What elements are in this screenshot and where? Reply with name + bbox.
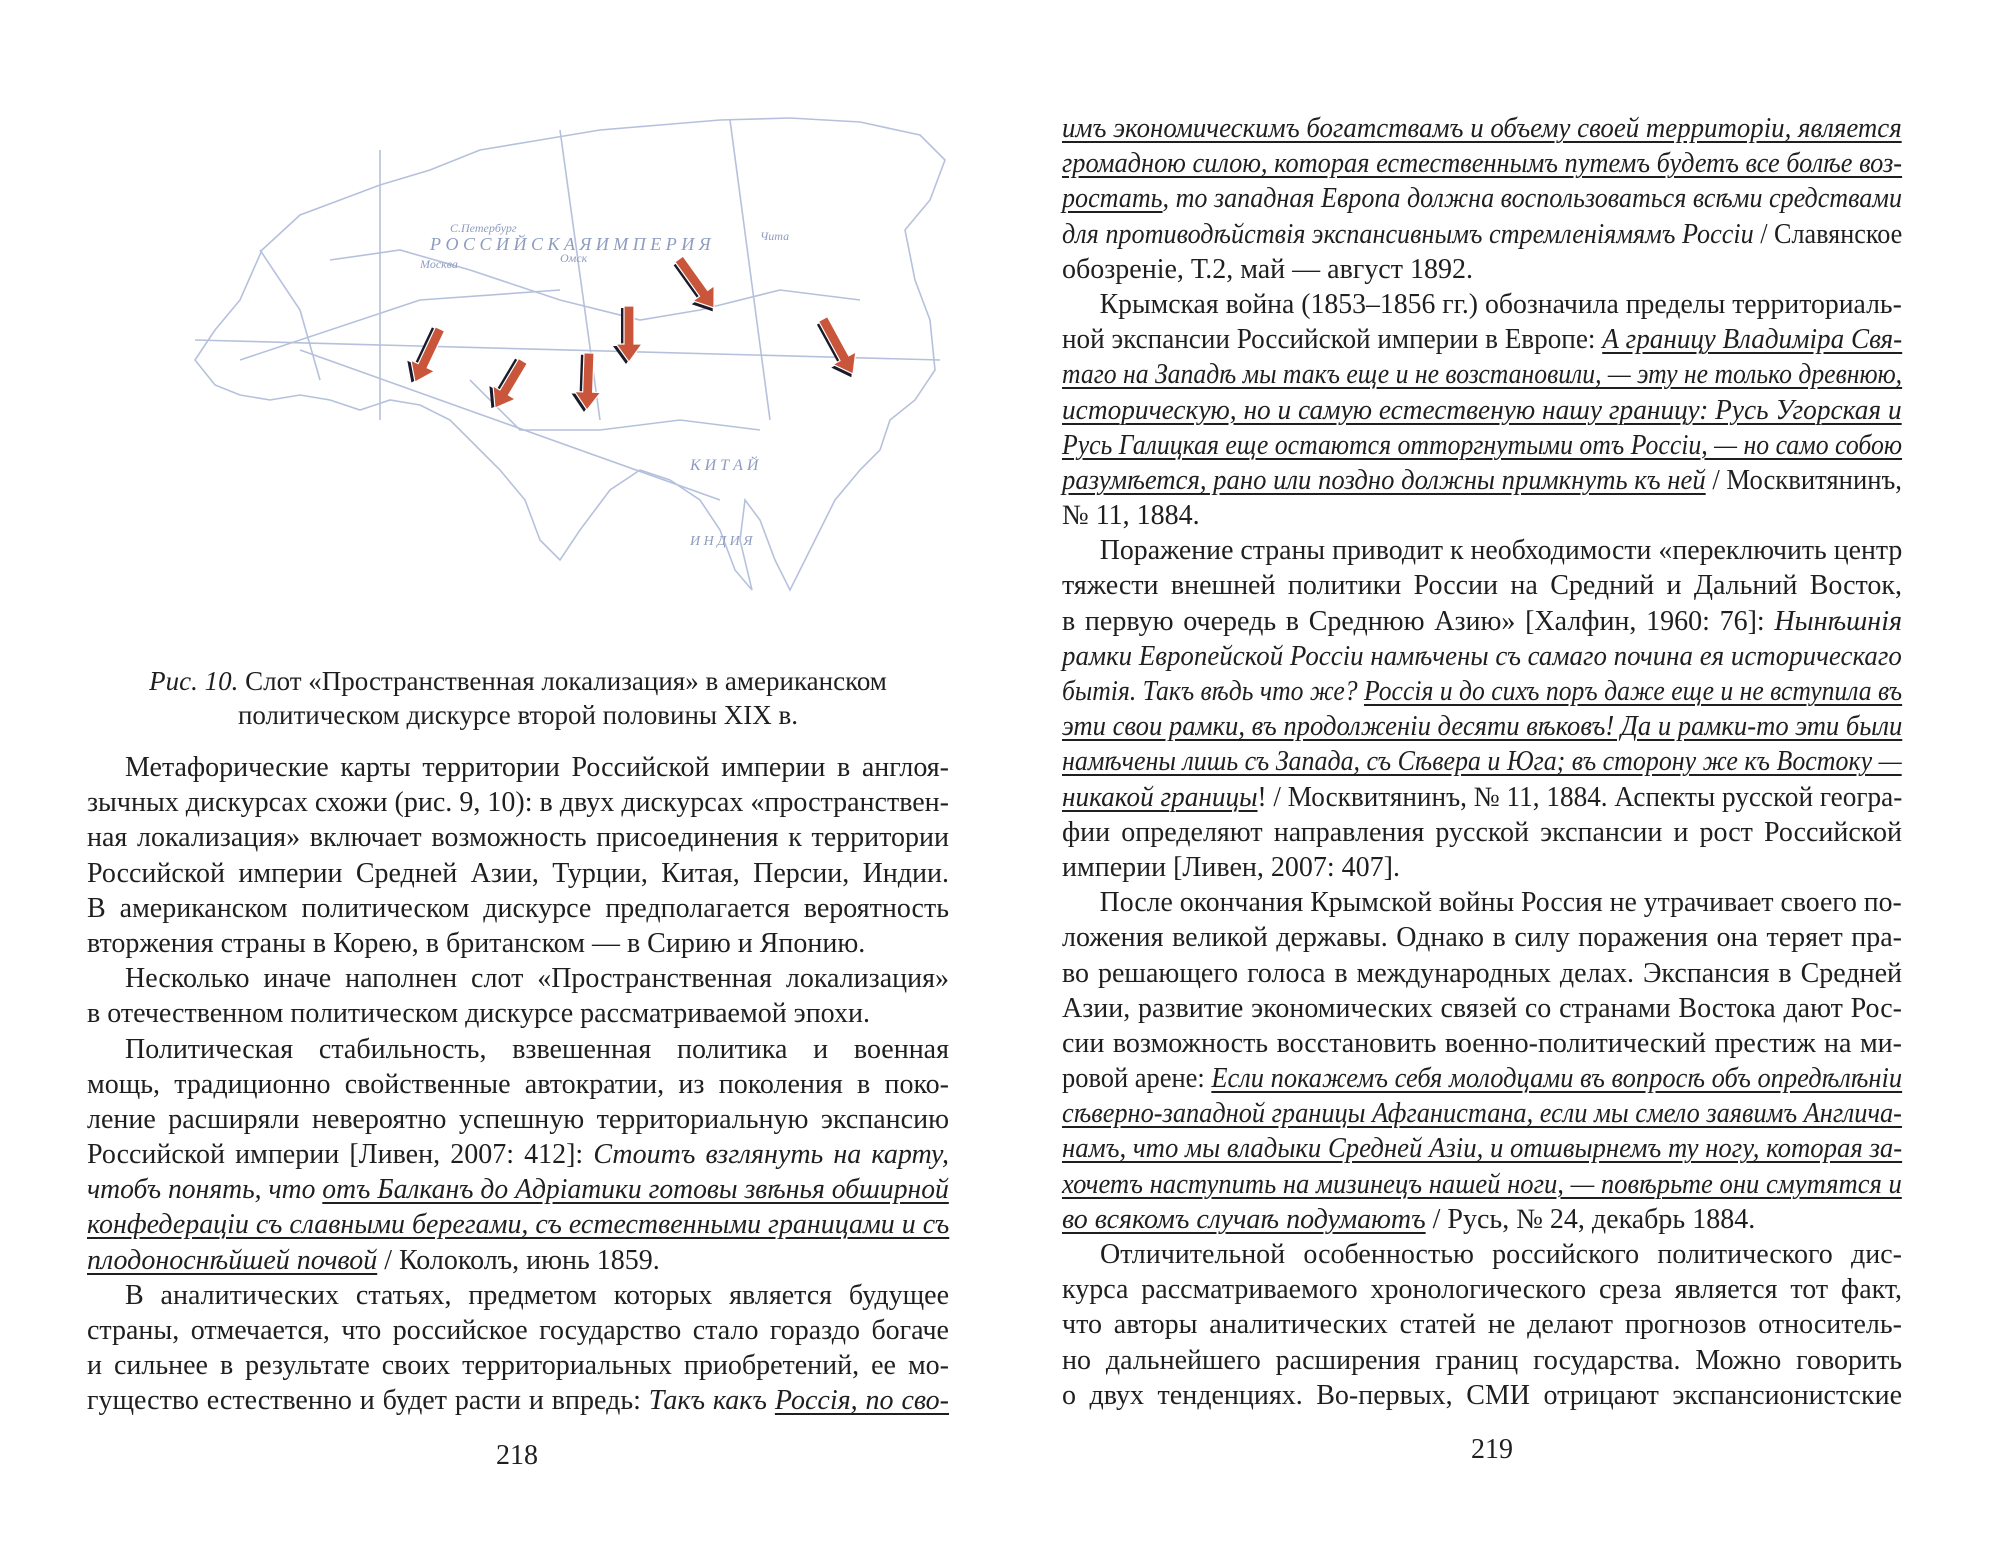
text-run: политическом дискурсе второй половины XIX в.: [237, 700, 799, 730]
text-run: и сильнее в результате своих территориальных приобретений, ее мо-: [87, 1350, 949, 1382]
text-run: / Москвитянинъ,: [1705, 464, 1902, 496]
map-label: Р О С С И Й С К А Я И М П Е Р И Я: [430, 234, 711, 254]
map-label: И Н Д И Я: [690, 534, 753, 549]
text-line: [87, 1348, 949, 1383]
text-run: Крымская война (1853–1856 гг.) обозначила пределы территориаль-: [1099, 288, 1902, 320]
text-run: ной экспансии Российской империи в Европе:: [1062, 324, 1603, 356]
text-run: фии определяют направления русской экспансии и рост Российской: [1062, 816, 1902, 848]
italic-quote: рамки Европейской Россіи намѣчены съ самаго почина ея историческаго: [1062, 640, 1902, 672]
figure-map-eurasia: [180, 105, 960, 605]
text-run: Поражение страны приводит к необходимости «переключить центр: [1099, 535, 1903, 567]
map-label: Москва: [420, 257, 458, 271]
text-run: курса рассматриваемого хронологического среза является тот факт,: [1062, 1274, 1902, 1306]
text-line: [1062, 1237, 1902, 1272]
text-run: / Славянское: [1753, 218, 1903, 250]
paragraph: [87, 961, 949, 1031]
text-run: ление расширяли невероятно успешную территориальную экспансию: [87, 1103, 949, 1135]
text-line: [87, 926, 949, 961]
text-run: После окончания Крымской войны Россия не утрачивает своего по-: [1099, 887, 1902, 919]
text-run: империи [Ливен, 2007: 407].: [1062, 851, 1400, 883]
text-run: Российской империи Средней Азии, Турции, Китая, Персии, Индии.: [87, 857, 949, 889]
map-gridline: [730, 120, 770, 420]
italic-quote: Такъ какъ: [648, 1385, 775, 1417]
text-run: тяжести внешней политики России на Средний и Дальний Восток,: [1062, 570, 1902, 602]
right-page-body: [1062, 111, 1902, 1413]
underlined-quote: ростать: [1062, 183, 1163, 215]
underlined-quote: конфедераціи съ славными берегами, съ естественными границами и съ: [87, 1209, 950, 1241]
text-line: [1062, 568, 1902, 603]
caption-line: [87, 664, 949, 698]
text-line: [1062, 709, 1903, 744]
underlined-quote: хочетъ наступить на мизинецъ нашей ноги, — повѣрьте они смутятся и: [1062, 1168, 1902, 1200]
italic-quote: , то западная Европа должна воспользоваться всѣми средствами: [1162, 183, 1902, 215]
text-line: [87, 1313, 949, 1348]
underlined-quote: громадною силою, которая естественнымъ путемъ будетъ все болѣе воз-: [1062, 148, 1903, 180]
text-line: [1062, 1378, 1902, 1413]
paragraph: [1062, 111, 1902, 287]
text-line: [1062, 393, 1902, 428]
text-line: [87, 1278, 949, 1313]
text-line: [1062, 1131, 1903, 1166]
underlined-quote: разумѣется, рано или поздно должны примкнуть къ ней: [1062, 464, 1706, 496]
italic-quote: Стоитъ взглянуть на карту,: [593, 1139, 950, 1171]
text-run: во решающего голоса в международных делах. Экспансия в Средней: [1062, 957, 1902, 989]
left-page-body: [87, 750, 949, 1419]
page-number: 219: [1471, 1434, 1513, 1465]
text-line: [1062, 1307, 1902, 1342]
text-line: [1062, 674, 1903, 709]
underlined-quote: отъ Балканъ до Адріатики готовы звѣнья обширной: [322, 1174, 949, 1206]
text-run: № 11, 1884.: [1062, 500, 1200, 532]
text-run: обозреніе, Т.2, май — август 1892.: [1062, 253, 1473, 285]
map-label: Чита: [760, 229, 790, 243]
text-line: [1062, 111, 1902, 146]
map-gridline: [560, 130, 600, 420]
text-line: [87, 1032, 949, 1067]
text-line: [1062, 1061, 1903, 1096]
text-line: [1062, 956, 1902, 991]
caption-line: [87, 698, 949, 732]
text-line: [1062, 885, 1902, 920]
text-line: [1062, 533, 1903, 568]
map-coastline: [195, 118, 945, 590]
text-line: [87, 1137, 949, 1172]
text-line: [87, 750, 949, 785]
text-line: [87, 820, 949, 855]
text-run: что авторы аналитических статей не делают прогнозов относитель-: [1062, 1309, 1902, 1341]
paragraph: [1062, 287, 1902, 533]
underlined-quote: таго на Западѣ мы такъ еще и не возстановили, — эту не только древнюю,: [1062, 359, 1903, 391]
expansion-arrow-icon: [480, 353, 534, 417]
text-run: В аналитических статьях, предметом которых является будущее: [125, 1279, 949, 1311]
text-run: Отличительной особенностью российского политического дис-: [1100, 1239, 1902, 1270]
text-line: [1062, 1096, 1902, 1131]
underlined-quote: Россія, по сво-: [774, 1385, 950, 1417]
paragraph: [1062, 1237, 1902, 1413]
map-label: С.Петербург: [450, 221, 517, 235]
text-line: [1062, 1343, 1902, 1378]
map-border: [260, 250, 320, 380]
paragraph: [87, 1278, 949, 1419]
text-line: [87, 1243, 949, 1278]
text-line: [87, 1383, 949, 1418]
text-line: [1062, 744, 1902, 779]
text-run: ровой арене:: [1062, 1063, 1212, 1095]
text-line: [87, 961, 949, 996]
underlined-quote: сѣверно-западной границы Афганистана, если мы смело заявимъ Англича-: [1062, 1098, 1902, 1130]
text-line: [1062, 991, 1902, 1026]
text-line: [1062, 780, 1903, 815]
paragraph: [87, 1032, 949, 1278]
text-line: [87, 856, 949, 891]
text-line: [1062, 428, 1903, 463]
text-run: зычных дискурсах схожи (рис. 9, 10): в двух дискурсах «пространствен-: [87, 787, 949, 819]
text-run: В американском политическом дискурсе предполагается вероятность: [87, 892, 949, 924]
text-run: но дальнейшего расширения границ государства. Можно говорить: [1062, 1344, 1902, 1376]
text-line: [1062, 498, 1902, 533]
underlined-quote: Русь Галицкая еще остаются отторгнутыми отъ Россіи, — но само собою: [1062, 429, 1903, 461]
underlined-quote: намѣчены лишь съ Запада, съ Сѣвера и Юга; въ сторону же къ Востоку —: [1062, 746, 1902, 778]
text-run: / Русь, № 24, декабрь 1884.: [1425, 1203, 1756, 1235]
underlined-quote: плодоноснѣйшей почвой: [87, 1244, 378, 1276]
underlined-quote: намъ, что мы владыки Средней Азіи, и отшвырнемъ ту ногу, которая за-: [1062, 1133, 1903, 1165]
text-line: [1062, 639, 1902, 674]
text-run: сии возможность восстановить военно-политический престиж на ми-: [1062, 1027, 1902, 1059]
text-line: [1062, 463, 1902, 498]
italic-quote: чтобъ понять, что: [87, 1174, 323, 1206]
italic-quote: бытія. Такъ вѣдь что же?: [1062, 676, 1364, 707]
text-line: [87, 996, 949, 1031]
text-run: мощь, традиционно свойственные автократии, из поколения в поко-: [87, 1068, 949, 1100]
text-line: [87, 1067, 949, 1102]
text-line: [1062, 815, 1902, 850]
underlined-quote: Россія и до сихъ поръ даже еще и не вступила въ: [1363, 676, 1903, 707]
right-page: [1000, 0, 2000, 1545]
text-run: Российской империи [Ливен, 2007: 412]:: [87, 1139, 594, 1171]
italic-quote: Нынѣшнія: [1774, 605, 1902, 637]
text-line: [87, 785, 949, 820]
text-line: [1062, 1026, 1902, 1061]
paragraph: [1062, 533, 1902, 885]
map-label: К И Т А Й: [690, 457, 759, 474]
text-line: [1062, 1202, 1902, 1237]
italic-quote: для противодѣйствія экспансивнымъ стремленіямямъ Россіи: [1062, 218, 1754, 250]
figure-caption: [87, 664, 949, 732]
underlined-quote: никакой границы: [1062, 781, 1258, 813]
text-line: [1062, 287, 1902, 322]
text-run: гущество естественно и будет расти и впредь:: [87, 1385, 649, 1417]
text-run: Несколько иначе наполнен слот «Пространственная локализация»: [125, 963, 949, 995]
text-run: в первую очередь в Среднюю Азию» [Халфин, 1960: 76]:: [1062, 605, 1775, 637]
text-line: [1062, 322, 1903, 357]
text-line: [87, 891, 949, 926]
text-line: [1062, 181, 1902, 216]
text-line: [1062, 850, 1902, 885]
text-line: [1062, 217, 1903, 252]
expansion-arrow-icon: [666, 251, 726, 318]
expansion-arrow-icon: [809, 313, 865, 384]
text-run: Политическая стабильность, взвешенная политика и военная: [125, 1033, 949, 1065]
text-line: [1062, 357, 1903, 392]
text-line: [1062, 920, 1902, 955]
underlined-quote: историческую, но и самую естественую нашу границу: Русь Угорская и: [1062, 394, 1902, 426]
text-line: [87, 1172, 949, 1207]
paragraph: [87, 750, 949, 961]
text-line: [1062, 146, 1903, 181]
text-line: [87, 1207, 950, 1242]
text-line: [1062, 1272, 1902, 1307]
text-run: Азии, развитие экономических связей со странами Востока дают Рос-: [1062, 992, 1902, 1024]
map-gridline: [240, 290, 560, 360]
paragraph: [1062, 885, 1902, 1237]
underlined-quote: Если покажемъ себя молодцами въ вопросѣ объ опредѣлѣніи: [1211, 1063, 1903, 1095]
text-run: вторжения страны в Корею, в британском — в Сирию и Японию.: [87, 927, 866, 959]
text-run: Слот «Пространственная локализация» в американском: [238, 666, 887, 696]
text-line: [1062, 604, 1902, 639]
text-line: [1062, 1167, 1902, 1202]
text-run: / Колоколъ, июнь 1859.: [377, 1244, 660, 1276]
italic-quote: Рис. 10.: [149, 666, 239, 696]
text-run: страны, отмечается, что российское государство стало гораздо богаче: [87, 1315, 949, 1346]
text-line: [1062, 252, 1902, 287]
text-line: [87, 1102, 949, 1137]
text-run: ная локализация» включает возможность присоединения к территории: [87, 822, 949, 854]
text-run: о двух тенденциях. Во-первых, СМИ отрицают экспансионистские: [1062, 1379, 1902, 1411]
text-run: в отечественном политическом дискурсе рассматриваемой эпохи.: [87, 998, 870, 1030]
underlined-quote: во всякомъ случаѣ подумаютъ: [1062, 1203, 1426, 1235]
map-border: [330, 250, 860, 320]
underlined-quote: А границу Владиміра Свя-: [1602, 324, 1903, 356]
underlined-quote: имъ экономическимъ богатствамъ и объему своей территоріи, является: [1062, 113, 1902, 144]
text-run: ! / Москвитянинъ, № 11, 1884. Аспекты русской геогра-: [1257, 781, 1903, 813]
text-run: Метафорические карты территории Российской империи в англоя-: [125, 752, 949, 783]
underlined-quote: эти свои рамки, въ продолженіи десяти вѣковъ! Да и рамки-то эти были: [1062, 711, 1903, 743]
expansion-arrow-icon: [400, 322, 452, 389]
text-run: ложения великой державы. Однако в силу поражения она теряет пра-: [1062, 922, 1902, 954]
map-label: Омск: [560, 251, 588, 265]
page-number: 218: [496, 1440, 538, 1471]
